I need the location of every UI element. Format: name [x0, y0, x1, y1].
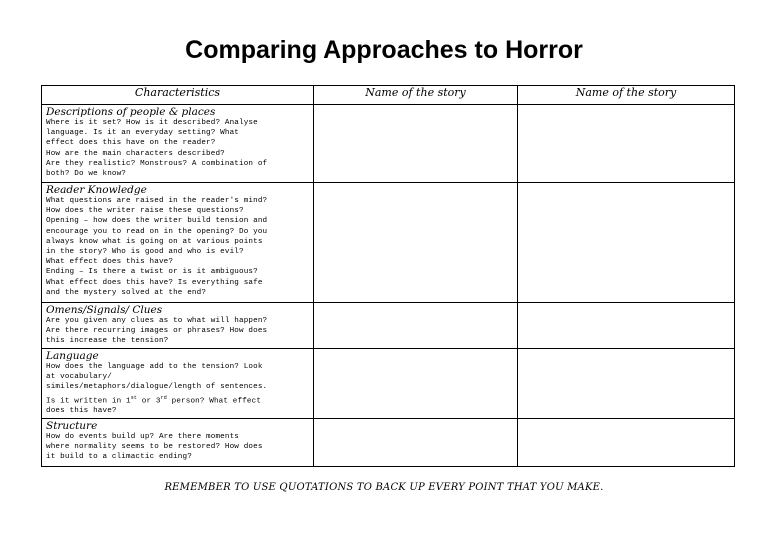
- header-characteristics: Characteristics: [42, 86, 314, 105]
- row-description: Are you given any clues as to what will happen? Are there recurring images or phrases? How does this increase the tension?: [46, 317, 268, 346]
- table-row: [42, 303, 735, 349]
- characteristic-cell: [42, 419, 314, 467]
- story-1-cell[interactable]: [314, 105, 518, 183]
- header-story-2: Name of the story: [518, 86, 735, 105]
- row-description: How does the language add to the tension? Look at vocabulary/ similes/metaphors/dialogue/length of sentences. Is it written in 1st or 3rd person? What effect does this have?: [46, 363, 268, 416]
- row-heading: Structure: [46, 420, 98, 432]
- story-1-cell[interactable]: [314, 419, 518, 467]
- characteristic-cell: [42, 105, 314, 183]
- table-row: [42, 183, 735, 303]
- story-2-cell[interactable]: [518, 303, 735, 349]
- table-row: [42, 105, 735, 183]
- header-story-1: Name of the story: [314, 86, 518, 105]
- story-1-cell[interactable]: [314, 349, 518, 419]
- characteristic-cell: [42, 349, 314, 419]
- header-row: [42, 86, 735, 105]
- story-2-cell[interactable]: [518, 105, 735, 183]
- row-heading: Reader Knowledge: [46, 184, 147, 196]
- row-heading: Language: [46, 350, 99, 362]
- comparison-table: [41, 85, 735, 467]
- story-2-cell[interactable]: [518, 419, 735, 467]
- story-1-cell[interactable]: [314, 183, 518, 303]
- story-1-cell[interactable]: [314, 303, 518, 349]
- table-row: [42, 419, 735, 467]
- table-row: [42, 349, 735, 419]
- row-description: What questions are raised in the reader's mind? How does the writer raise these questions? Opening – how does the writer build tension and encourage you to read on in the opening? Do you always know what is going on at various points in the story? Who is good and who is evil? What effect does this have? Ending – Is there a twist or is it ambiguous? What effect does this have? Is everything safe and the mystery solved at the end?: [46, 197, 268, 297]
- story-2-cell[interactable]: [518, 349, 735, 419]
- row-heading: Descriptions of people & places: [46, 106, 216, 118]
- story-2-cell[interactable]: [518, 183, 735, 303]
- row-description: How do events build up? Are there moments where normality seems to be restored? How does it build to a climactic ending?: [46, 433, 263, 462]
- characteristic-cell: [42, 183, 314, 303]
- row-heading: Omens/Signals/ Clues: [46, 304, 163, 316]
- characteristic-cell: [42, 303, 314, 349]
- row-description: Where is it set? How is it described? Analyse language. Is it an everyday setting? What effect does this have on the reader? How are the main characters described? Are they realistic? Monstrous? A combination of both? Do we know?: [46, 119, 268, 179]
- footer-note: REMEMBER TO USE QUOTATIONS TO BACK UP EVERY POINT THAT YOU MAKE.: [164, 482, 604, 493]
- page-title: Comparing Approaches to Horror: [185, 36, 583, 64]
